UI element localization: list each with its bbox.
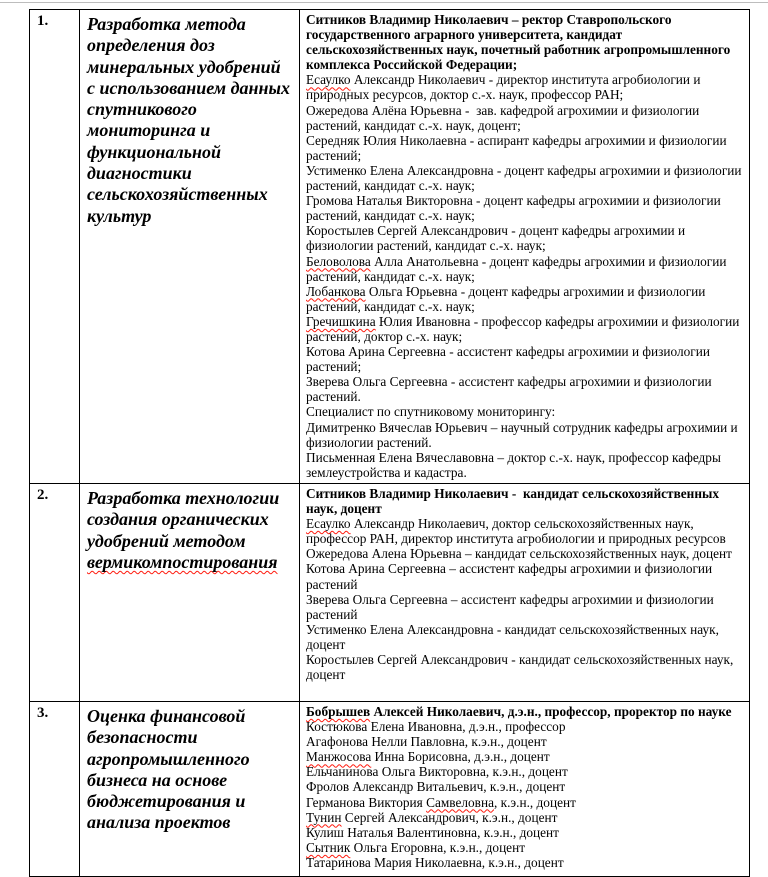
team-member-entry: Ожередова Алена Юрьевна – кандидат сельскохозяйственных наук, доцент [306,546,732,562]
project-title-text: Разработка технологии создания органических удобрений методом вермикомпостирования [87,488,284,572]
team-member-entry: Ожередова Алёна Юрьевна - зав. кафедрой агрохимии и физиологии растений, кандидат с.-х. наук, доцент; [306,102,703,133]
project-title-cell [80,484,300,702]
team-member-entry: Есаулко Александр Николаевич, доктор сельскохозяйственных наук, профессор РАН, директор института агробиологии и природных ресурсов [306,516,726,547]
misspelling-underline: Есаулко [306,72,351,88]
team-member-entry: Котова Арина Сергеевна - ассистент кафедры агрохимии и физиологии растений; [306,344,714,375]
project-row [30,702,750,877]
team-member-entry: Коростылев Сергей Александрович - доцент кафедры агрохимии и физиологии растений, кандидат с.-х. наук; [306,223,689,254]
team-members-list [300,10,749,483]
team-member-entry: Димитренко Вячеслав Юрьевич – научный сотрудник кафедры агрохимии и физиологии растений. [306,419,741,450]
team-member-entry: Гречишкина Юлия Ивановна - профессор кафедры агрохимии и физиологии растений, доктор с.-х. наук; [306,313,743,344]
team-members-cell [300,702,750,877]
team-member-entry: Ситников Владимир Николаевич – ректор Ставропольского государственного аграрного университета, кандидат сельскохозяйственных наук, почетный работник агропромышленного комплекса Российской Федерации; [306,12,734,73]
team-member-entry: Зверева Ольга Сергеевна – ассистент кафедры агрохимии и физиологии растений [306,591,718,622]
misspelling-underline: Самвеловна [426,794,494,810]
team-members-cell [300,10,750,484]
team-member-entry: Тунин Сергей Александрович, к.э.н., доцент [306,809,558,825]
team-member-entry: Ельчанинова Ольга Викторовна, к.э.н., доцент [306,764,568,780]
team-member-entry: Татаринова Мария Николаевна, к.э.н., доцент [306,854,564,870]
team-member-entry: Костюкова Елена Ивановна, д.э.н., профессор [306,719,566,735]
team-member-entry: Коростылев Сергей Александрович - кандидат сельскохозяйственных наук, доцент [306,652,737,683]
team-member-entry: Специалист по спутниковому мониторингу: [306,404,556,420]
misspelling-underline: Бобрышев [306,704,371,719]
team-members-list [300,484,749,701]
team-member-entry: Сытник Ольга Егоровна, к.э.н., доцент [306,839,526,855]
team-member-entry: Громова Наталья Викторовна - доцент кафедры агрохимии и физиологии растений, кандидат с.-х. наук; [306,193,725,224]
team-member-entry: Германова Виктория Самвеловна, к.э.н., доцент [306,794,576,810]
team-member-entry: Есаулко Александр Николаевич - директор института агробиологии и природных ресурсов, доктор с.-х. наук, профессор РАН; [306,72,704,103]
misspelling-underline: Манжосова [306,749,372,765]
project-row [30,10,750,484]
team-member-entry: Бобрышев Алексей Николаевич, д.э.н., профессор, проректор по науке [306,704,732,719]
team-member-entry: Устименко Елена Александровна - доцент кафедры агрохимии и физиологии растений, кандидат с.-х. наук; [306,162,745,194]
misspelling-underline: Гречишкина [306,313,376,329]
team-member-entry: Фролов Александр Витальевич, к.э.н., доцент [306,779,566,795]
team-member-entry: Котова Арина Сергеевна – ассистент кафедры агрохимии и физиологии растений [306,561,716,592]
projects-table-body [30,10,750,877]
misspelling-underline: Тунин [306,809,342,825]
misspelling-underline: Сытник [306,839,351,855]
row-number-cell: 3. [30,702,80,877]
team-member-entry: Зверева Ольга Сергеевна - ассистент кафедры агрохимии и физиологии растений. [306,374,715,405]
misspelling-underline: Лобанкова [306,283,366,299]
project-title-cell [80,10,300,484]
project-title-cell [80,702,300,877]
team-member-entry: Агафонова Нелли Павловна, к.э.н., доцент [306,734,547,750]
team-member-entry: Письменная Елена Вячеславовна – доктор с.-х. наук, профессор кафедры землеустройства и кадастра. [306,449,725,480]
team-member-entry: Манжосова Инна Борисовна, д.э.н., доцент [306,749,550,765]
row-number-cell: 1. [30,10,80,484]
misspelling-underline: Есаулко [306,516,351,532]
misspelling-underline: Беловолова [306,253,371,269]
page-top-rule [0,2,768,3]
team-member-entry: Устименко Елена Александровна - кандидат сельскохозяйственных наук, доцент [306,621,723,652]
projects-table [29,9,750,877]
team-members-list [300,702,749,876]
team-member-entry: Середняк Юлия Николаевна - аспирант кафедры агрохимии и физиологии растений; [306,132,730,163]
project-title-text: Оценка финансовой безопасности агропромышленного бизнеса на основе бюджетирования и анализа проектов [87,706,255,833]
team-member-entry: Кулиш Наталья Валентиновна, к.э.н., доцент [306,824,559,840]
row-number-cell: 2. [30,484,80,702]
misspelling-underline: вермикомпостирования [87,551,278,572]
team-member-entry: Лобанкова Ольга Юрьевна - доцент кафедры агрохимии и физиологии растений, кандидат с.-х. наук; [306,283,709,314]
project-row [30,484,750,702]
team-members-cell [300,484,750,702]
project-title-text: Разработка метода определения доз минеральных удобрений с использованием данных спутникового мониторинга и функциональной диагностики сельскохозяйственных культур [87,14,295,226]
team-member-entry: Беловолова Алла Анатольевна - доцент кафедры агрохимии и физиологии растений, кандидат с.-х. наук; [306,253,730,284]
team-member-entry: Ситников Владимир Николаевич - кандидат сельскохозяйственных наук, доцент [306,486,723,517]
